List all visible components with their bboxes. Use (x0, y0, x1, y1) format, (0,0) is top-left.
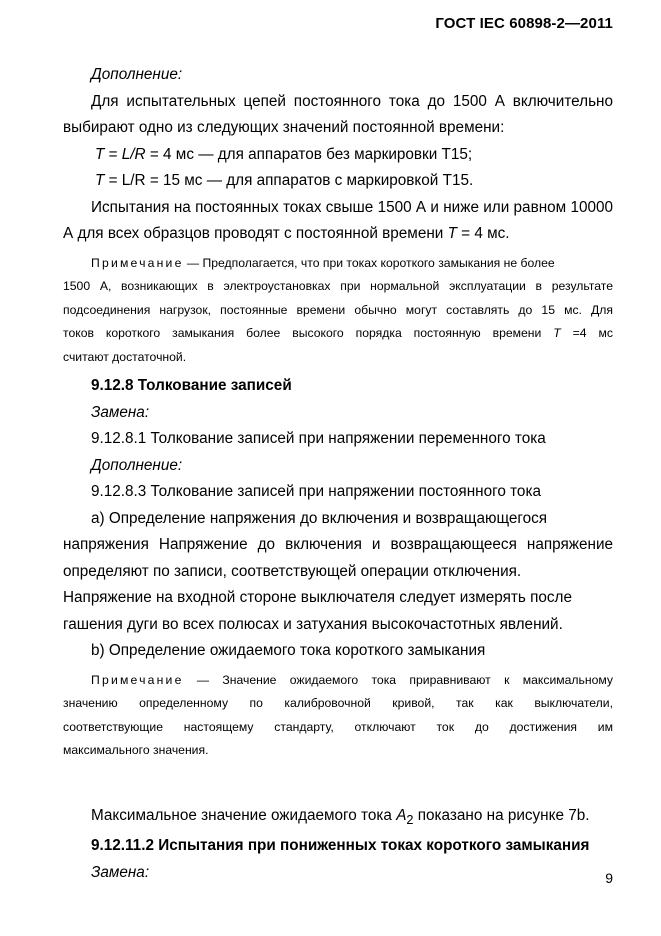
note-line: подсоединения нагрузок, постоянные времени обычно могут составлять до 15 мс. Для (63, 302, 613, 317)
paragraph-line: определяют по записи, соответствующей операции отключения. (63, 562, 522, 580)
note-block (63, 252, 613, 370)
addition-label: Дополнение: (91, 66, 183, 83)
paragraph-line: b) Определение ожидаемого тока короткого замыкания (91, 642, 486, 659)
subsection-title: 9.12.8.1 Толкование записей при напряжении переменного тока (91, 430, 546, 447)
note-line: значению определенному по калибровочной кривой, так как выключатели, (63, 696, 613, 710)
replacement-label: Замена: (91, 863, 150, 881)
paragraph-line: Для испытательных цепей постоянного тока до 1500 А включительно (91, 92, 613, 110)
addition-label: Дополнение: (91, 456, 183, 474)
spacer (63, 767, 613, 803)
replacement-label: Замена: (91, 403, 150, 421)
document-body (63, 62, 613, 886)
subsection-title: 9.12.8.3 Толкование записей при напряжении постоянного тока (91, 483, 541, 500)
note-line: считают достаточной. (63, 349, 187, 364)
paragraph-line: Максимальное значение ожидаемого тока $A_2$ показано на рисунке 7b. (91, 806, 590, 827)
note-line: соответствующие настоящему стандарту, отключают ток до достижения им (63, 719, 613, 734)
paragraph-line: напряжения Напряжение до включения и возвращающееся напряжение (63, 536, 613, 553)
paragraph-line: гашения дуги во всех полюсах и затухания высокочастотных явлений. (63, 615, 563, 633)
note-line: токов короткого замыкания более высокого порядка постоянную времени T =4 мс (63, 326, 613, 340)
formula-line: T = L/R = 15 мс — для аппаратов с маркировкой Т15. (95, 172, 474, 189)
section-heading: 9.12.8 Толкование записей (91, 377, 292, 394)
note-line: максимального значения. (63, 743, 209, 757)
paragraph-line: Напряжение на входной стороне выключателя следует измерять после (63, 589, 572, 606)
paragraph-line: Испытания на постоянных токах свыше 1500 А и ниже или равном 10000 (91, 198, 613, 216)
page-number: 9 (605, 870, 613, 886)
note-line: 1500 А, возникающих в электроустановках при нормальной эксплуатации в результате (63, 279, 613, 293)
paragraph-line: выбирают одно из следующих значений постоянной времени: (63, 119, 505, 136)
note-line: Примечание — Предполагается, что при токах короткого замыкания не более (91, 255, 555, 270)
note-block (63, 669, 613, 763)
paragraph-line: А для всех образцов проводят с постоянной времени T = 4 мс. (63, 225, 510, 242)
note-label: Примечание (91, 255, 184, 270)
note-line: Примечание — Значение ожидаемого тока приравнивают к максимальному (91, 672, 613, 687)
section-heading: 9.12.11.2 Испытания при пониженных токах короткого замыкания (91, 837, 590, 855)
paragraph-line: a) Определение напряжения до включения и возвращающегося (91, 509, 548, 527)
document-header: ГОСТ IEC 60898-2—2011 (435, 15, 613, 32)
note-label: Примечание (91, 672, 184, 687)
formula-line: T = L/R = 4 мс — для аппаратов без маркировки Т15; (95, 145, 473, 163)
